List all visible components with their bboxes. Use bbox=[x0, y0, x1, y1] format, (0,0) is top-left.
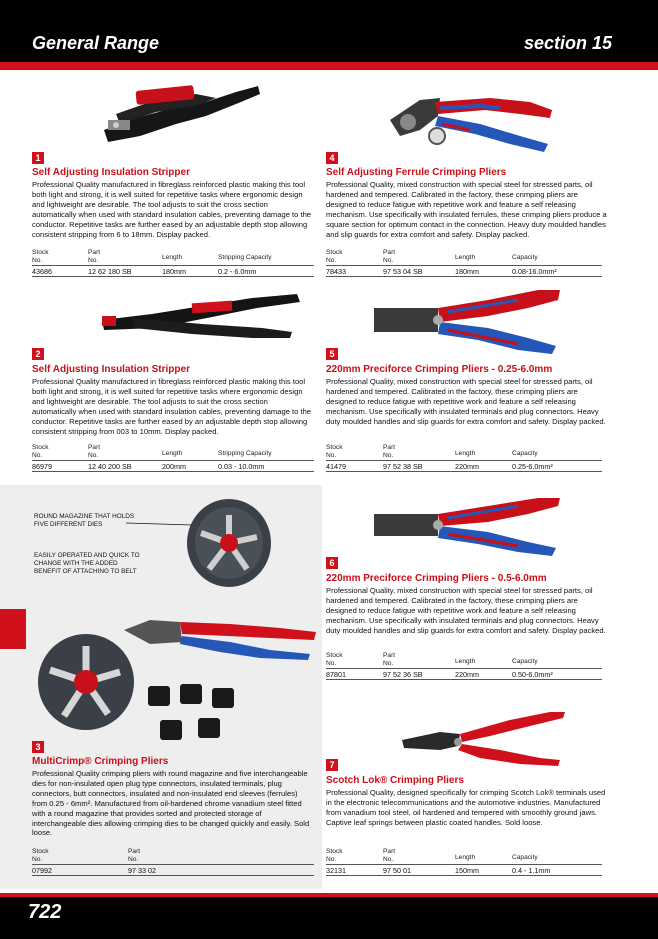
col-capacity-header: Capacity bbox=[512, 854, 538, 861]
length-value: 200mm bbox=[162, 462, 186, 471]
callout-easily-operated: EASILY OPERATED AND QUICK TO CHANGE WITH THE ADDED BENEFIT OF ATTACHING TO BELT bbox=[34, 552, 140, 575]
part-number: 97 33 02 bbox=[128, 866, 156, 875]
length-value: 150mm bbox=[455, 866, 479, 875]
product-number-badge: 4 bbox=[326, 152, 338, 164]
col-capacity-header: Capacity bbox=[512, 254, 538, 261]
preciforce-crimping-pliers-image-2 bbox=[368, 494, 568, 558]
col-capacity-header: Capacity bbox=[512, 658, 538, 665]
table-divider bbox=[326, 679, 602, 680]
side-red-tab bbox=[0, 609, 26, 649]
length-value: 220mm bbox=[455, 670, 479, 679]
col-length-header: Length bbox=[162, 450, 183, 457]
stock-number: 41479 bbox=[326, 462, 346, 471]
product-number-badge: 3 bbox=[32, 741, 44, 753]
table-divider bbox=[326, 471, 602, 472]
col-stock-header: Stock No. bbox=[326, 444, 343, 459]
product-number-badge: 5 bbox=[326, 348, 338, 360]
stock-number: 78433 bbox=[326, 267, 346, 276]
table-divider bbox=[326, 460, 602, 461]
capacity-value: 0.2 - 6.0mm bbox=[218, 267, 257, 276]
stock-number: 07992 bbox=[32, 866, 52, 875]
table-divider bbox=[326, 265, 602, 266]
table-divider bbox=[32, 276, 314, 277]
header-red-stripe bbox=[0, 62, 658, 70]
insulation-stripper-image-1 bbox=[96, 80, 266, 152]
product-number-badge: 6 bbox=[326, 557, 338, 569]
product-description: Professional Quality, mixed construction with special steel for stressed parts, oil hardened and tempered. Calibrated in the factory, these crimping pliers are designed to reduce fatigue with repetitive work and feature a self releasing mechanism. Use specifically with insulated ferrules, these crimping pliers produce a square section for optimum contact in the connection. Heavy duty moulded handles and slip guards for extra comfort and safety. Display packed. bbox=[326, 180, 607, 239]
preciforce-crimping-pliers-image-1 bbox=[368, 286, 568, 356]
scotch-lok-pliers-image bbox=[400, 706, 570, 768]
col-length-header: Length bbox=[162, 254, 183, 261]
col-part-header: Part No. bbox=[88, 249, 101, 264]
part-number: 97 52 36 SB bbox=[383, 670, 423, 679]
product-description: Professional Quality crimping pliers with round magazine and five interchangeable dies for non-insulated open plug type connectors, insulated terminals, plug connectors, butt connectors, insulated and non-insulated end sleeves (ferrules) from 0.25 - 6mm². Manufactured from oil-hardened chrome vanadium steel fitted with a round magazine that provides sorted and protected storage of interchangeable dies allowing crimping dies to be changed quickly and easily. Sold loose. bbox=[32, 769, 310, 838]
product-number-badge: 1 bbox=[32, 152, 44, 164]
table-divider bbox=[326, 276, 602, 277]
stock-number: 32131 bbox=[326, 866, 346, 875]
product-title: Self Adjusting Insulation Stripper bbox=[32, 167, 190, 178]
page-header bbox=[0, 0, 658, 62]
table-divider bbox=[326, 668, 602, 669]
col-part-header: Part No. bbox=[128, 848, 141, 863]
capacity-value: 0.25-6.0mm² bbox=[512, 462, 553, 471]
col-stock-header: Stock No. bbox=[32, 444, 49, 459]
product-title: 220mm Preciforce Crimping Pliers - 0.5-6.0mm bbox=[326, 573, 547, 584]
col-stock-header: Stock No. bbox=[32, 848, 49, 863]
table-divider bbox=[32, 460, 314, 461]
capacity-value: 0.08-16.0mm² bbox=[512, 267, 557, 276]
callout-round-magazine: ROUND MAGAZINE THAT HOLDS FIVE DIFFERENT DIES bbox=[34, 513, 135, 528]
capacity-value: 0.4 - 1.1mm bbox=[512, 866, 551, 875]
product-description: Professional Quality, mixed construction with special steel for stressed parts, oil hardened and tempered. Calibrated in the factory, these crimping pliers are designed to reduce fatigue with repetitive work and feature a self releasing mechanism. Use specifically with insulated terminals and plug connectors. Heavy duty moulded handles and slip guards for extra comfort and safety. Display packed. bbox=[326, 586, 606, 635]
section-title: General Range bbox=[32, 33, 160, 53]
callout-pointer-line bbox=[126, 517, 194, 529]
product-title: Scotch Lok® Crimping Pliers bbox=[326, 775, 464, 786]
page-footer bbox=[0, 893, 658, 939]
col-stock-header: Stock No. bbox=[32, 249, 49, 264]
table-divider bbox=[32, 864, 314, 865]
part-number: 12 62 180 SB bbox=[88, 267, 132, 276]
dies-magazine-image bbox=[36, 630, 136, 732]
stock-number: 43686 bbox=[32, 267, 52, 276]
col-length-header: Length bbox=[455, 658, 476, 665]
product-title: Self Adjusting Insulation Stripper bbox=[32, 364, 190, 375]
stock-number: 87801 bbox=[326, 670, 346, 679]
col-part-header: Part No. bbox=[383, 249, 396, 264]
stock-number: 86979 bbox=[32, 462, 52, 471]
col-length-header: Length bbox=[455, 254, 476, 261]
col-part-header: Part No. bbox=[383, 848, 396, 863]
col-capacity-header: Capacity bbox=[512, 450, 538, 457]
length-value: 220mm bbox=[455, 462, 479, 471]
length-value: 180mm bbox=[162, 267, 186, 276]
product-number-badge: 7 bbox=[326, 759, 338, 771]
insulation-stripper-image-2 bbox=[92, 288, 312, 346]
table-divider bbox=[326, 864, 602, 865]
crimping-dies-image bbox=[140, 682, 250, 748]
product-description: Professional Quality, designed specifically for crimping Scotch Lok® terminals used in the electronic telecommunications and the automotive industries. Manufactured from vanadium tool steel, oil hardened and tempered with smoothly ground jaws. Captive leaf springs between plastic coated handles. Sold loose. bbox=[326, 788, 606, 827]
col-part-header: Part No. bbox=[383, 444, 396, 459]
footer-red-stripe bbox=[0, 893, 658, 897]
capacity-value: 0.03 - 10.0mm bbox=[218, 462, 265, 471]
col-length-header: Length bbox=[455, 450, 476, 457]
part-number: 12 40 200 SB bbox=[88, 462, 132, 471]
length-value: 180mm bbox=[455, 267, 479, 276]
product-title: 220mm Preciforce Crimping Pliers - 0.25-6.0mm bbox=[326, 364, 553, 375]
page-number: 722 bbox=[28, 901, 62, 923]
table-divider bbox=[32, 265, 314, 266]
col-length-header: Length bbox=[455, 854, 476, 861]
part-number: 97 52 38 SB bbox=[383, 462, 423, 471]
product-number-badge: 2 bbox=[32, 348, 44, 360]
product-description: Professional Quality manufactured in fibreglass reinforced plastic making this tool both light and strong, it is well suited for repetitive tasks where ergonomic design and lightweight are desirable. The tool adjusts to suit the cross section automatically when used with standard insulation cables, preventing damage to the conductor. Repetitive tasks are further eased by an adjustable depth stop allowing consistent stripping from 003 to 10mm. Display packed. bbox=[32, 377, 312, 436]
product-description: Professional Quality, mixed construction with special steel for stressed parts, oil hardened and tempered. Calibrated in the factory, these crimping pliers are designed to reduce fatigue with repetitive work and feature a self releasing mechanism. Use specifically with insulated terminals and plug connectors. Heavy duty moulded handles and slip guards for extra comfort and safety. Display packed. bbox=[326, 377, 606, 426]
col-part-header: Part No. bbox=[88, 444, 101, 459]
col-stripping-header: Stripping Capacity bbox=[218, 254, 272, 261]
capacity-value: 0.50-6.0mm² bbox=[512, 670, 553, 679]
part-number: 97 50 01 bbox=[383, 866, 411, 875]
table-divider bbox=[326, 875, 602, 876]
round-magazine-image bbox=[185, 497, 273, 589]
product-description: Professional Quality manufactured in fibreglass reinforced plastic making this tool both light and strong, it is well suited for repetitive tasks where ergonomic design and lightweight are desirable. The tool adjusts to suit the cross section automatically when used with standard insulation cables, preventing damage to the conductor. Repetitive tasks are further eased by an adjustable depth stop allowing consistent stripping from 6 to 18mm. Display packed. bbox=[32, 180, 312, 239]
section-number: section 15 bbox=[523, 33, 612, 53]
col-stock-header: Stock No. bbox=[326, 249, 343, 264]
table-divider bbox=[32, 471, 314, 472]
product-title: MultiCrimp® Crimping Pliers bbox=[32, 756, 169, 767]
multicrimp-pliers-image bbox=[120, 602, 320, 662]
col-stock-header: Stock No. bbox=[326, 652, 343, 667]
col-stripping-header: Stripping Capacity bbox=[218, 450, 272, 457]
table-divider bbox=[32, 875, 314, 876]
col-part-header: Part No. bbox=[383, 652, 396, 667]
col-stock-header: Stock No. bbox=[326, 848, 343, 863]
ferrule-crimping-pliers-image bbox=[380, 80, 560, 156]
part-number: 97 53 04 SB bbox=[383, 267, 423, 276]
product-title: Self Adjusting Ferrule Crimping Pliers bbox=[326, 167, 507, 178]
